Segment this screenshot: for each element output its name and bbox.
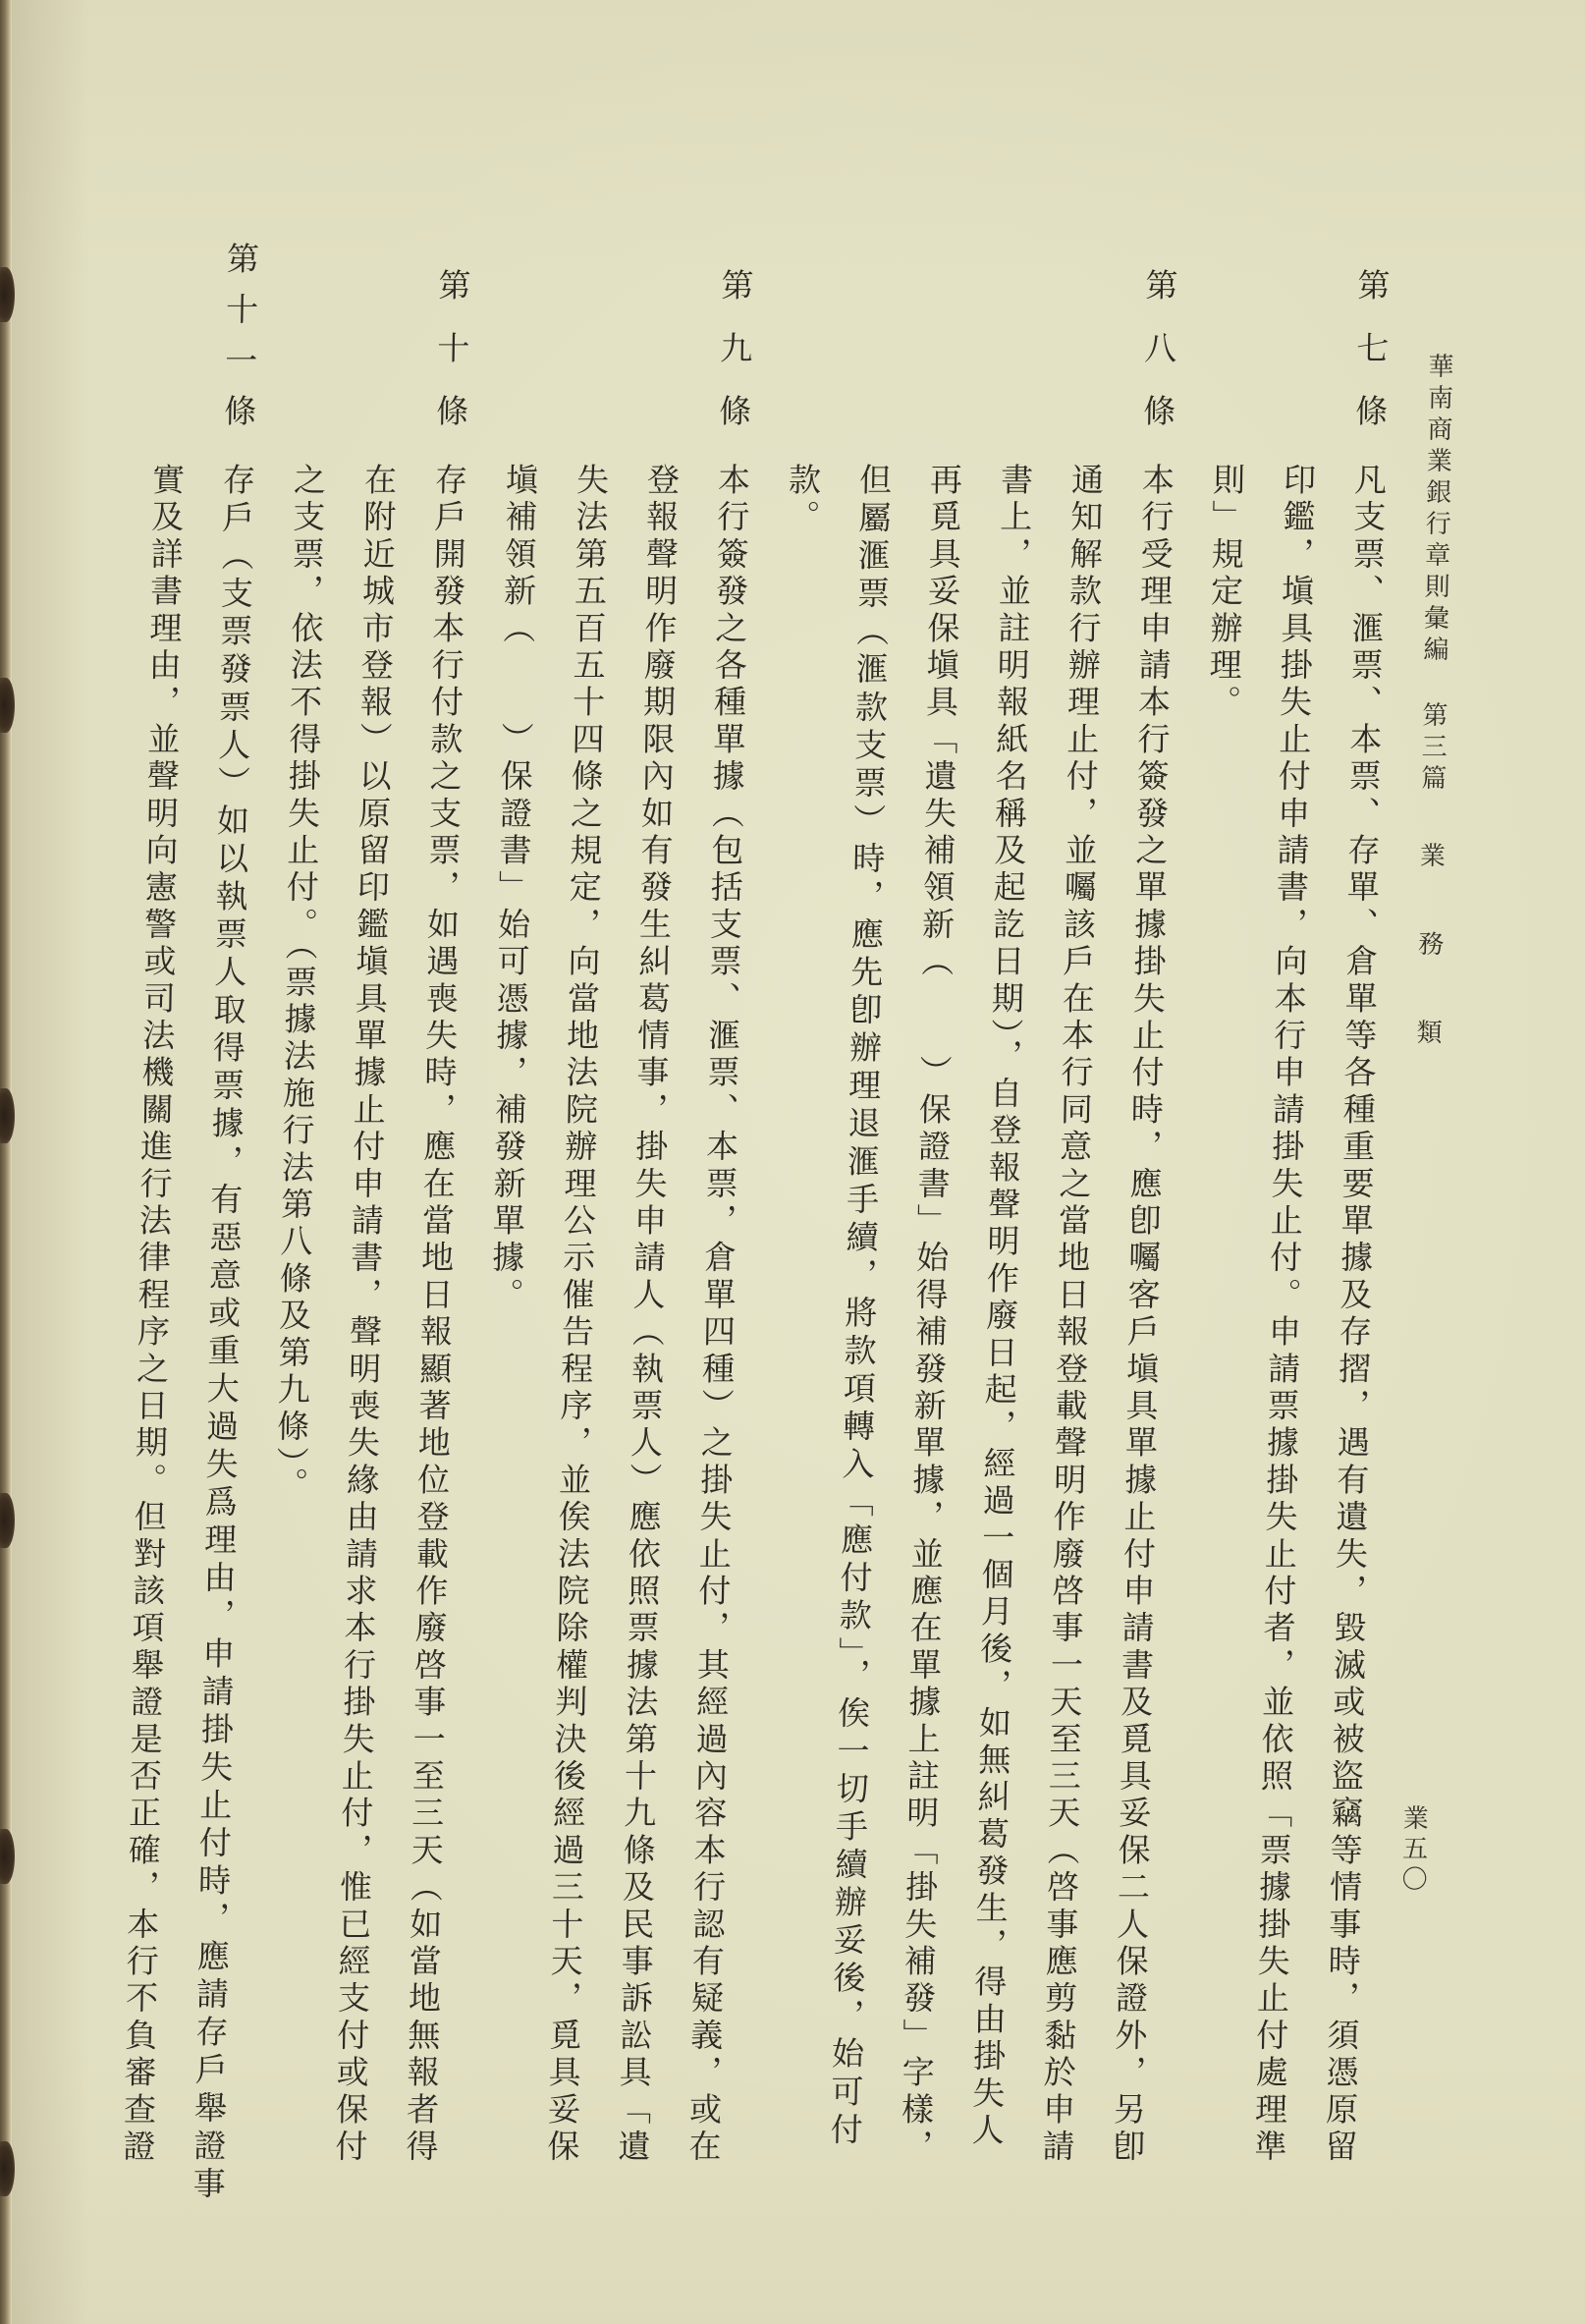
article-10-line-3: 之支票，依法不得掛失止付。（票據法施行法第八條及第九條）。: [270, 463, 328, 1505]
article-7-label: 第七條: [1349, 268, 1392, 457]
article-8-line-3: 書上，並註明報紙名稱及起訖日期），自登報聲明作廢日起，經過一個月後，如無糾葛發生，得由掛失人: [966, 463, 1035, 2150]
article-8-line-5: 但屬滙票（滙款支票）時，應先卽辦理退滙手續，將款項轉入「應付款」，俟一切手續辦妥後，始可付: [825, 463, 894, 2150]
article-11-label: 第十一條: [218, 242, 261, 445]
article-9-line-1: 本行簽發之各種單據（包括支票、滙票、本票，倉單四種）之掛失止付，其經過內容本行認有疑義，或在: [683, 463, 752, 2167]
article-11-line-2: 實及詳書理由，並聲明向憲警或司法機關進行法律程序之日期。但對該項舉證是否正確，本行不負審查證: [118, 463, 187, 2167]
article-8-line-2: 通知解款行辦理止付，並囑該戶在本行同意之當地日報登載聲明作廢啓事一天至三天（啓事應剪黏於申請: [1037, 463, 1106, 2167]
running-head-part: 第三篇: [1416, 701, 1448, 796]
article-10-line-1: 存戶開發本行付款之支票，如遇喪失時，應在當地日報顯著地位登載作廢啓事一至三天（如當地無報者得: [401, 463, 469, 2167]
running-head-book-title: 華南商業銀行章則彙編: [1418, 353, 1454, 667]
article-9-line-2: 登報聲明作廢期限內如有發生糾葛情事，掛失申請人（執票人）應依照票據法第十九條及民事訴訟具「遺: [613, 463, 682, 2167]
article-10-label: 第十條: [430, 268, 472, 457]
running-head-category: 業務類: [1410, 842, 1446, 1107]
article-9-line-4: 塡補領新（ ）保證書」始可憑據，補發新單據。: [486, 463, 540, 1315]
article-8-line-1: 本行受理申請本行簽發之單據掛失止付時，應卽囑客戶塡具單據止付申請書及覓具妥保二人保證外，另卽: [1108, 463, 1176, 2167]
article-8-label: 第八條: [1137, 268, 1179, 457]
article-8-line-4: 再覓具妥保塡具「遺失補領新（ ）保證書」始得補發新單據，並應在單據上註明「掛失補發」字樣，: [896, 463, 964, 2167]
article-7-line-2: 印鑑，塡具掛失止付申請書，向本行申請掛失止付。申請票據掛失止付者，並依照「票據掛失止付處理準: [1249, 463, 1318, 2167]
page-number: 業五〇: [1396, 1804, 1429, 1896]
article-10-line-2: 在附近城市登報）以原留印鑑塡具單據止付申請書，聲明喪失緣由請求本行掛失止付，惟已經支付或保付: [330, 463, 399, 2167]
article-7-line-3: 則」規定辦理。: [1203, 463, 1247, 722]
article-9-line-3: 失法第五百五十四條之規定，向當地法院辦理公示催告程序，並俟法院除權判決後經過三十天，覓具妥保: [542, 463, 611, 2167]
article-11-line-1: 存戶（支票發票人）如以執票人取得票據，有惡意或重大過失爲理由，申請掛失止付時，應請存戶舉證事: [188, 463, 257, 2204]
article-8-line-6: 款。: [783, 463, 823, 537]
article-9-label: 第九條: [713, 268, 755, 457]
article-7-line-1: 凡支票、滙票、本票、存單、倉單等各種重要單據及存摺，遇有遺失，毀滅或被盜竊等情事時，須憑原留: [1320, 463, 1389, 2167]
